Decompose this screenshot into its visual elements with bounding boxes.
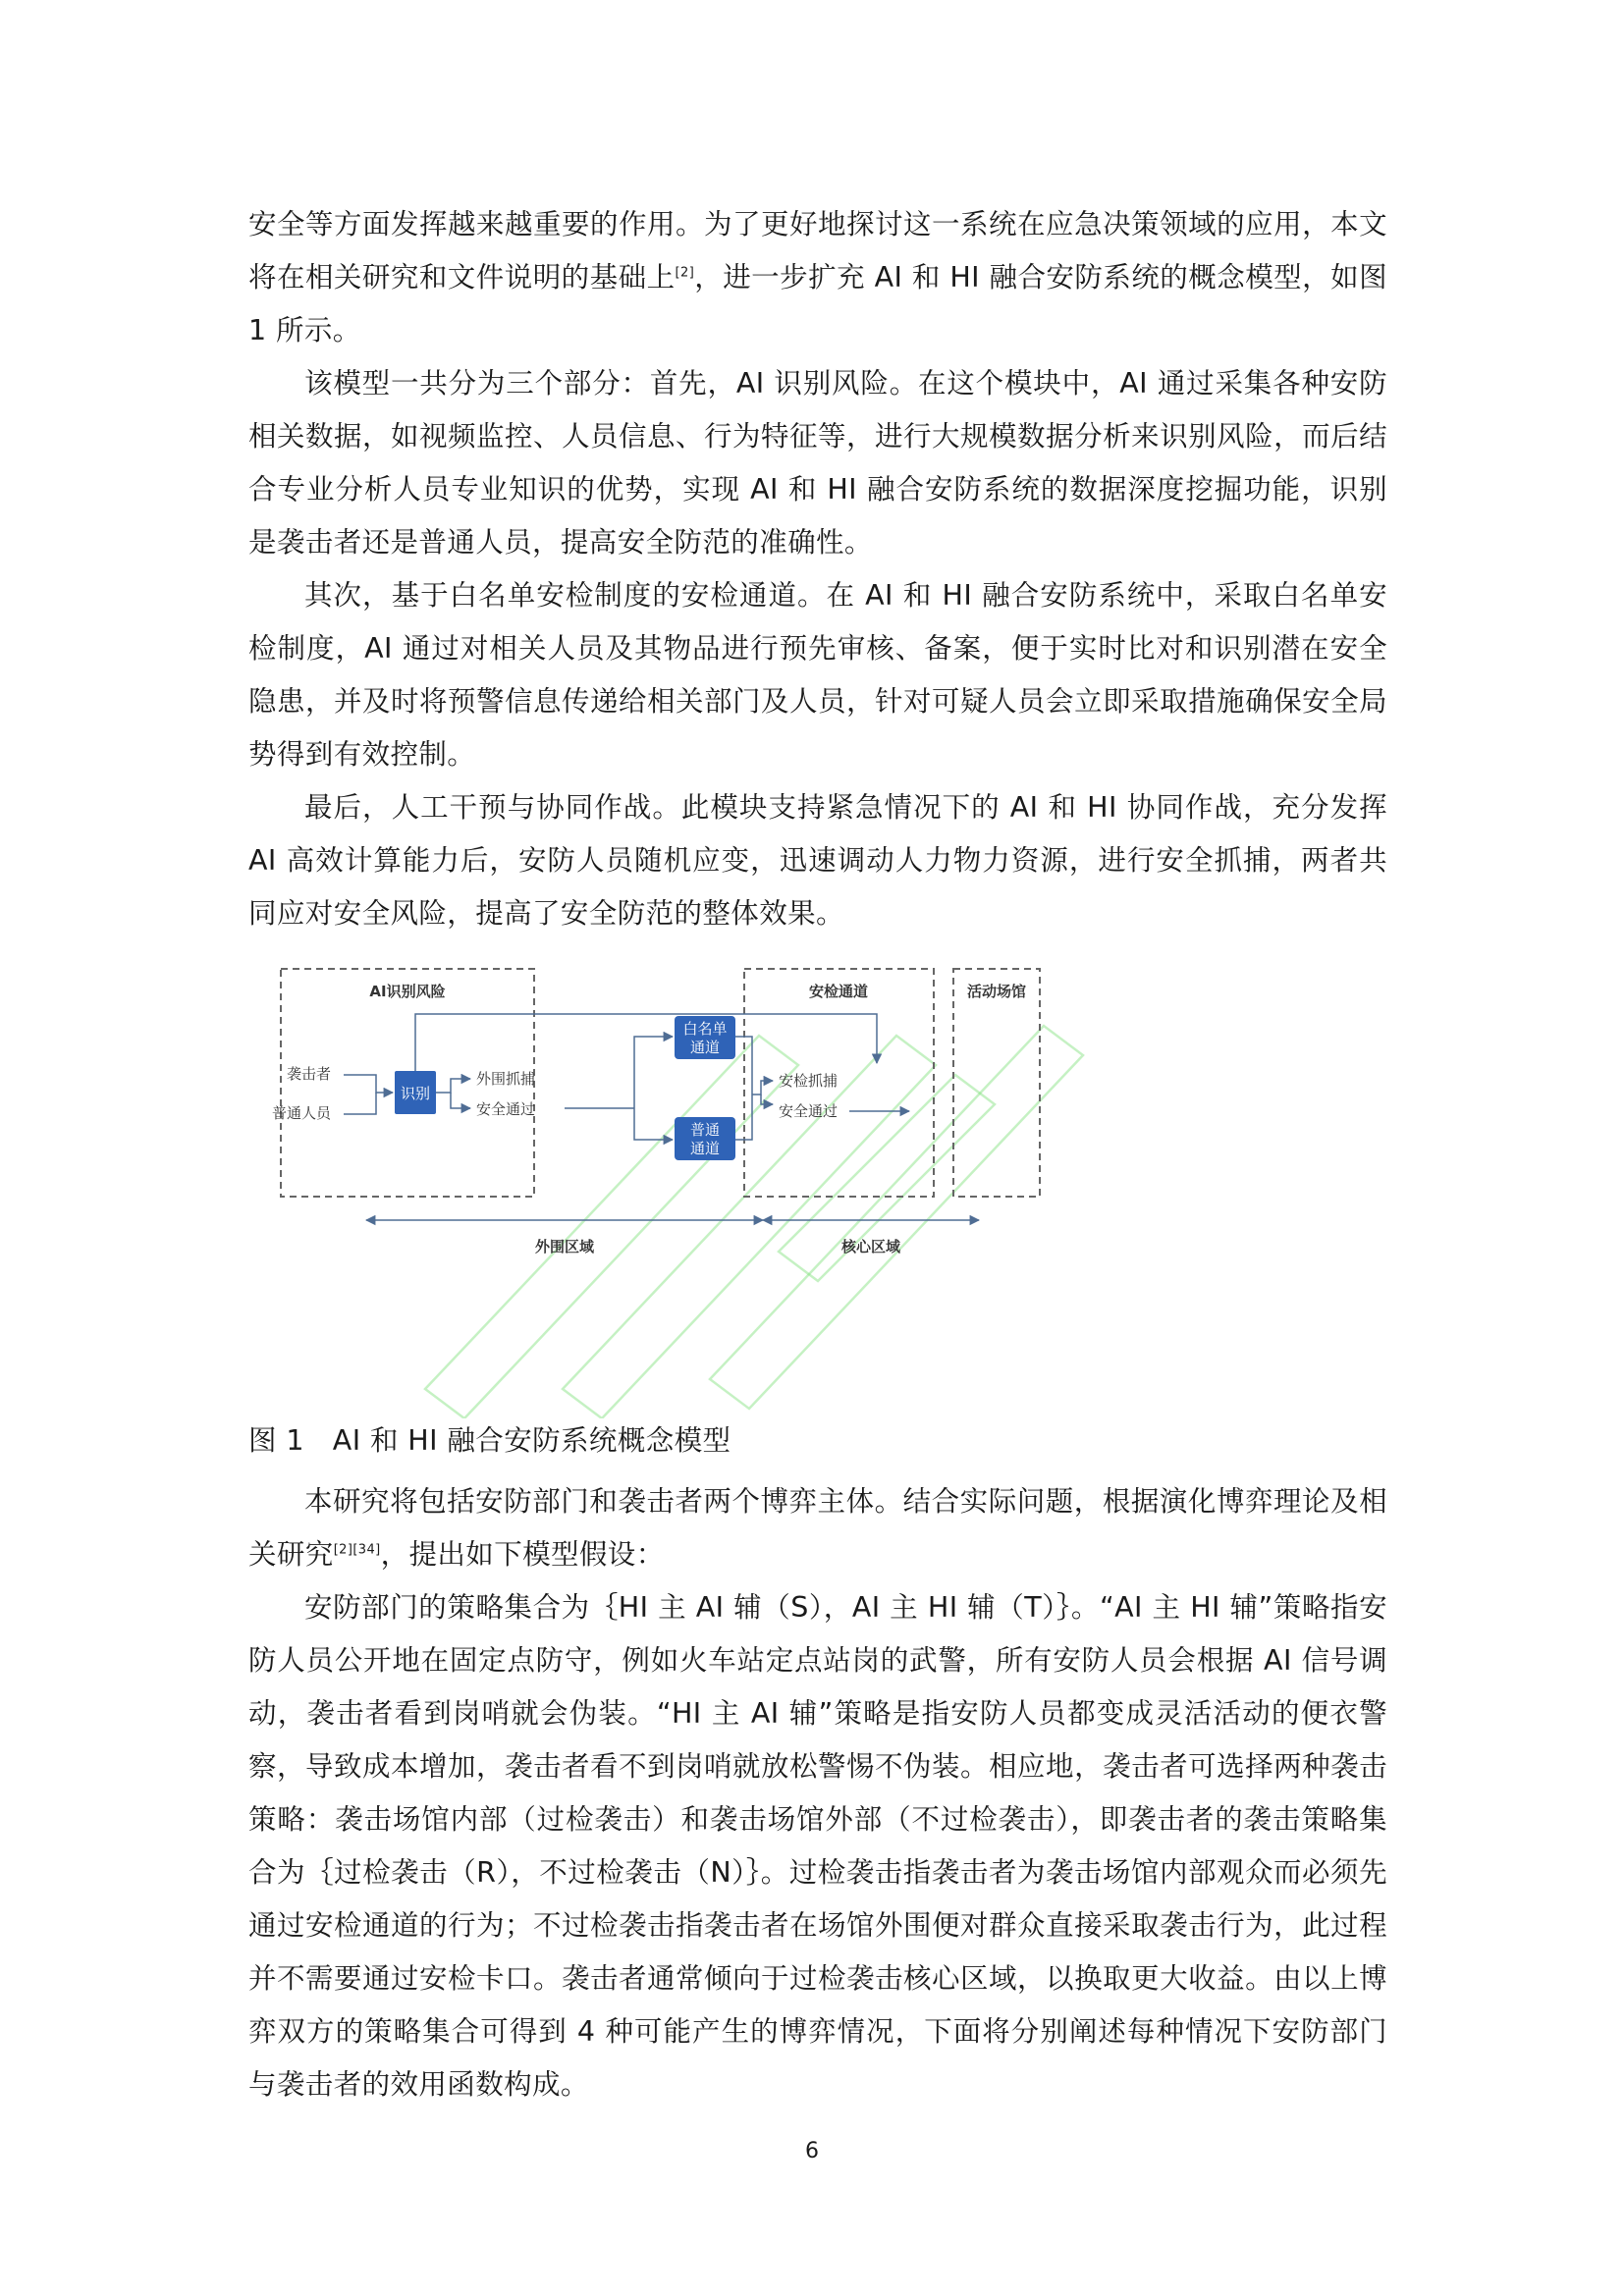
body-text-top xyxy=(248,198,1387,940)
whitelist-label-1: 白名单 xyxy=(682,1020,728,1038)
normal-channel-label-1: 普通 xyxy=(689,1121,721,1139)
paragraph-1-text-b: ，进一步扩充 AI 和 HI 融合安防系统的概念模型，如图 1 所示。 xyxy=(248,261,1387,347)
to-normal-channel-arrow xyxy=(634,1108,673,1140)
channel-section-title: 安检通道 xyxy=(808,983,869,1000)
outer-capture-label: 外围抓捕 xyxy=(476,1070,536,1088)
core-zone-label: 核心区域 xyxy=(840,1238,901,1255)
paragraph-1-text-a: 安全等方面发挥越来越重要的作用。为了更好地探讨这一系统在应急决策领域的应用，本文将在相关研究和文件说明的基础上 xyxy=(248,208,1387,294)
paragraph-5-text-a: 本研究将包括安防部门和袭击者两个博弈主体。结合实际问题，根据演化博弈理论及相关研究 xyxy=(248,1485,1387,1571)
channel-section-box xyxy=(744,969,934,1197)
final-pass-label: 安全通过 xyxy=(779,1102,839,1120)
bypass-arrow xyxy=(415,1014,877,1071)
whitelist-label-2: 通道 xyxy=(689,1039,721,1056)
paragraph-4: 最后，人工干预与协同作战。此模块支持紧急情况下的 AI 和 HI 协同作战，充分发挥 AI 高效计算能力后，安防人员随机应变，迅速调动人力物力资源，进行安全抓捕，两者共同应对安全风险，提高了安全防范的整体效果。 xyxy=(248,791,1387,930)
outer-zone-label: 外围区域 xyxy=(534,1238,595,1255)
venue-section-title: 活动场馆 xyxy=(966,983,1027,1000)
to-whitelist-arrow xyxy=(634,1037,673,1108)
capture-arrow xyxy=(436,1079,470,1093)
recognize-label: 识别 xyxy=(400,1085,431,1102)
pass-arrow xyxy=(451,1093,470,1108)
risk-section-title: AI识别风险 xyxy=(369,983,446,1000)
input-attacker-label: 袭击者 xyxy=(286,1065,331,1083)
attacker-arrow xyxy=(344,1075,393,1093)
final-capture-label: 安检抓捕 xyxy=(779,1072,839,1090)
figure-caption: 图 1 AI 和 HI 融合安防系统概念模型 xyxy=(248,1424,731,1457)
paragraph-5 xyxy=(248,1475,1387,1581)
paragraph-2: 该模型一共分为三个部分：首先，AI 识别风险。在这个模块中，AI 通过采集各种安防相关数据，如视频监控、人员信息、行为特征等，进行大规模数据分析来识别风险，而后结合专业分析人员专业知识的优势，实现 AI 和 HI 融合安防系统的数据深度挖掘功能，识别是袭击者还是普通人员，提高安全防范的准确性。 xyxy=(248,367,1387,559)
paragraph-5-text-b: ，提出如下模型假设： xyxy=(380,1538,665,1571)
final-capture-arrow xyxy=(752,1081,773,1095)
paragraph-1 xyxy=(248,198,1387,357)
body-text-bottom xyxy=(248,1475,1387,2111)
paragraph-6: 安防部门的策略集合为｛HI 主 AI 辅（S），AI 主 HI 辅（T）｝。“AI 主 HI 辅”策略指安防人员公开地在固定点防守，例如火车站定点站岗的武警，所有安防人员会根据 AI 信号调动，袭击者看到岗哨就会伪装。“HI 主 AI 辅”策略是指安防人员都变成灵活活动的便衣警察，导致成本增加，袭击者看不到岗哨就放松警惕不伪装。相应地，袭击者可选择两种袭击策略：袭击场馆内部（过检袭击）和袭击场馆外部（不过检袭击），即袭击者的袭击策略集合为｛过检袭击（R），不过检袭击（N）｝。过检袭击指袭击者为袭击场馆内部观众而必须先通过安检通道的行为；不过检袭击指袭击者在场馆外围便对群众直接采取袭击行为，此过程并不需要通过安检卡口。袭击者通常倾向于过检袭击核心区域，以换取更大收益。由以上博弈双方的策略集合可得到 4 种可能产生的博弈情况，下面将分别阐述每种情况下安防部门与袭击者的效用函数构成。 xyxy=(248,1591,1387,2101)
concept-model-figure xyxy=(248,957,1387,1418)
input-normal-label: 普通人员 xyxy=(271,1104,331,1122)
normal-channel-label-2: 通道 xyxy=(689,1140,721,1157)
normal-arrow xyxy=(344,1093,376,1114)
citation-2-34: [2][34] xyxy=(333,1542,381,1558)
safe-pass-label: 安全通过 xyxy=(476,1100,536,1118)
paragraph-3: 其次，基于白名单安检制度的安检通道。在 AI 和 HI 融合安防系统中，采取白名单安检制度，AI 通过对相关人员及其物品进行预先审核、备案，便于实时比对和识别潜在安全隐患，并及时将预警信息传递给相关部门及人员，针对可疑人员会立即采取措施确保安全局势得到有效控制。 xyxy=(248,579,1387,771)
citation-2: [2] xyxy=(675,265,695,281)
page-number: 6 xyxy=(805,2139,819,2163)
